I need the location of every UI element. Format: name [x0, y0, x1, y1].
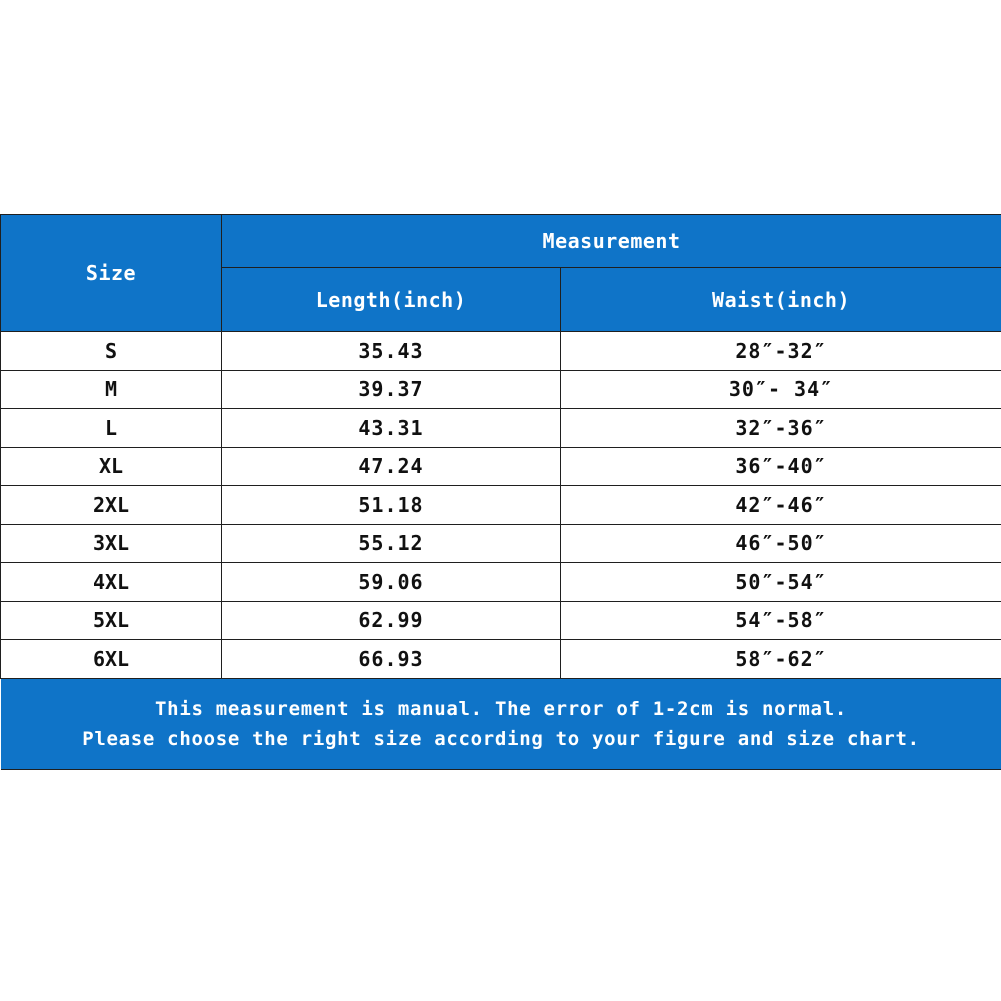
table-row — [1, 370, 1001, 409]
length-cell: 43.31 — [222, 409, 561, 448]
table-row — [1, 563, 1001, 602]
table-row — [1, 601, 1001, 640]
waist-cell: 54″-58″ — [561, 601, 1001, 640]
waist-cell: 36″-40″ — [561, 447, 1001, 486]
note-row — [1, 678, 1001, 769]
length-cell: 47.24 — [222, 447, 561, 486]
length-cell: 51.18 — [222, 486, 561, 525]
table-row — [1, 409, 1001, 448]
table-row — [1, 640, 1001, 679]
waist-cell: 50″-54″ — [561, 563, 1001, 602]
table-row — [1, 524, 1001, 563]
length-cell: 39.37 — [222, 370, 561, 409]
size-chart-table — [0, 214, 1001, 770]
length-cell: 55.12 — [222, 524, 561, 563]
waist-cell: 46″-50″ — [561, 524, 1001, 563]
size-cell: 3XL — [1, 524, 222, 563]
measurement-note — [1, 678, 1001, 769]
waist-cell: 30″- 34″ — [561, 370, 1001, 409]
table-header — [1, 215, 1001, 332]
size-cell: S — [1, 332, 222, 371]
size-cell: 5XL — [1, 601, 222, 640]
waist-cell: 58″-62″ — [561, 640, 1001, 679]
note-line-2: Please choose the right size according to your figure and size chart. — [82, 727, 920, 750]
size-cell: L — [1, 409, 222, 448]
length-cell: 62.99 — [222, 601, 561, 640]
size-cell: M — [1, 370, 222, 409]
note-line-1: This measurement is manual. The error of 1-2cm is normal. — [155, 697, 847, 720]
length-cell: 35.43 — [222, 332, 561, 371]
length-column-header: Length(inch) — [222, 268, 561, 332]
table-body — [1, 332, 1001, 679]
size-cell: XL — [1, 447, 222, 486]
waist-cell: 28″-32″ — [561, 332, 1001, 371]
length-cell: 59.06 — [222, 563, 561, 602]
waist-cell: 32″-36″ — [561, 409, 1001, 448]
table-row — [1, 447, 1001, 486]
size-column-header: Size — [1, 215, 222, 332]
waist-column-header: Waist(inch) — [561, 268, 1001, 332]
table-row — [1, 486, 1001, 525]
size-cell: 4XL — [1, 563, 222, 602]
size-cell: 2XL — [1, 486, 222, 525]
waist-cell: 42″-46″ — [561, 486, 1001, 525]
header-row-top — [1, 215, 1001, 268]
measurement-group-header: Measurement — [222, 215, 1001, 268]
table-row — [1, 332, 1001, 371]
size-cell: 6XL — [1, 640, 222, 679]
length-cell: 66.93 — [222, 640, 561, 679]
table-footer — [1, 678, 1001, 769]
